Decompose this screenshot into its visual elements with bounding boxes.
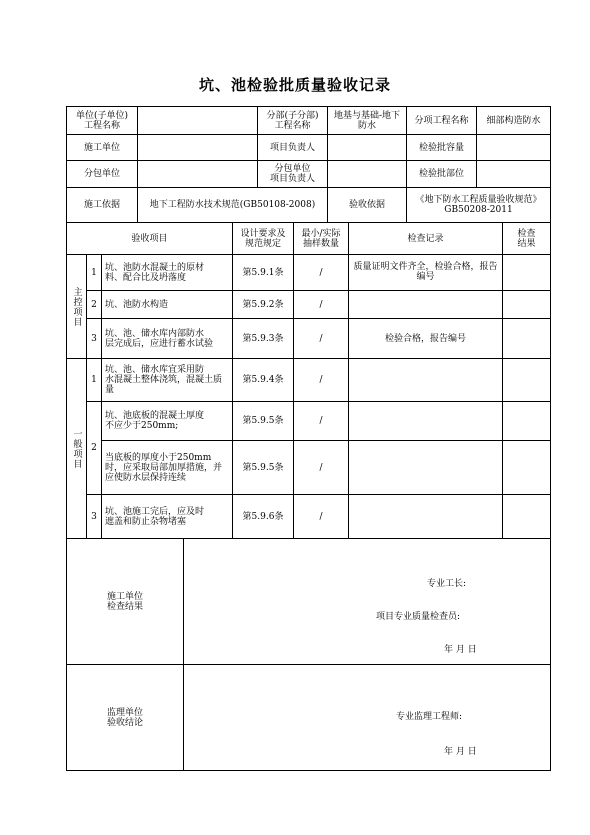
main-row-2-record[interactable]: [349, 291, 502, 318]
column-header-sample: 最小/实际 抽样数量: [301, 228, 341, 249]
column-header-result: 检查 结果: [517, 228, 536, 249]
unit-name-value[interactable]: [138, 107, 257, 134]
constructor-label: 施工单位: [83, 142, 120, 153]
main-row-3-no: 3: [91, 333, 97, 344]
division-name-label: 分部(子分部) 工程名称: [266, 110, 319, 131]
acceptance-basis-label: 验收依据: [348, 200, 385, 210]
column-header-item: 验收项目: [131, 233, 168, 244]
main-row-1-sample[interactable]: /: [319, 267, 323, 278]
general-section-label: [67, 359, 86, 538]
construction-result-label: 施工单位 检查结果: [106, 591, 143, 612]
general-row-2-no: 2: [91, 443, 97, 453]
main-row-2-sample[interactable]: /: [319, 299, 323, 310]
general-row-1-record[interactable]: [349, 359, 502, 401]
unit-name-label: 单位(子单位) 工程名称: [75, 110, 129, 131]
main-row-3-record[interactable]: 检验合格，报告编号: [384, 333, 466, 344]
general-row-2a-item: 坑、池底板的混凝土厚度 不应少于250mm;: [105, 411, 205, 431]
main-row-2-no: 2: [91, 299, 97, 310]
subitem-name-value[interactable]: 细部构造防水: [486, 115, 541, 126]
sub-project-manager-label: 分包单位 项目负责人: [269, 164, 315, 184]
general-row-3-spec: 第5.9.6条: [242, 511, 284, 522]
main-row-3-sample[interactable]: /: [319, 333, 323, 344]
supervision-date: 年 月 日: [444, 747, 477, 757]
supervision-engineer-signature-label: 专业监理工程师:: [396, 712, 463, 722]
supervision-result-label: 监理单位 验收结论: [106, 707, 143, 728]
general-row-1-spec: 第5.9.4条: [242, 375, 284, 385]
general-label-text: 一般项目: [71, 428, 82, 469]
main-row-1-spec: 第5.9.1条: [242, 267, 284, 278]
general-row-2b-item: 当底板的厚度小于250mm 时，应采取局部加厚措施，并 应使防水层保持连续: [105, 452, 223, 483]
division-name-value[interactable]: 地基与基础-地下 防水: [333, 110, 401, 131]
quality-inspector-signature-label: 项目专业质量检查员:: [376, 612, 461, 622]
main-control-section-label: [67, 255, 86, 358]
main-row-1-record[interactable]: 质量证明文件齐全，检验合格，报告 编号: [353, 262, 498, 282]
subitem-name-label: 分项工程名称: [414, 115, 469, 126]
general-row-2a-record[interactable]: [349, 402, 502, 440]
general-row-2a-spec: 第5.9.5条: [242, 416, 284, 426]
general-row-2b-result[interactable]: [503, 441, 550, 494]
main-row-1-item: 坑、池防水混凝土的原材 料、配合比及坍落度: [105, 262, 205, 283]
general-row-2b-sample[interactable]: /: [319, 462, 323, 473]
main-control-label-text: 主控项目: [71, 286, 82, 327]
subcontractor-value[interactable]: [138, 161, 257, 187]
batch-capacity-value[interactable]: [477, 135, 550, 160]
main-row-2-item: 坑、池防水构造: [105, 299, 169, 310]
acceptance-basis-value[interactable]: 《地下防水工程质量验收规范》 GB50208-2011: [415, 195, 542, 215]
general-row-3-result[interactable]: [503, 495, 550, 538]
column-header-spec: 设计要求及 规范规定: [240, 228, 286, 249]
general-row-2b-record[interactable]: [349, 441, 502, 494]
column-header-record: 检查记录: [407, 233, 444, 244]
project-manager-label: 项目负责人: [269, 142, 315, 153]
foreman-signature-label: 专业工长:: [427, 579, 467, 589]
main-row-2-spec: 第5.9.2条: [242, 299, 284, 310]
general-row-3-no: 3: [91, 511, 97, 522]
general-row-3-sample[interactable]: /: [319, 511, 323, 522]
main-row-2-result[interactable]: [503, 291, 550, 318]
construction-basis-value[interactable]: 地下工程防水技术规范(GB50108-2008): [149, 200, 316, 210]
construction-basis-label: 施工依据: [83, 200, 120, 210]
construction-date: 年 月 日: [444, 645, 477, 655]
subcontractor-label: 分包单位: [83, 169, 120, 179]
general-row-1-sample[interactable]: /: [319, 375, 323, 385]
constructor-value[interactable]: [138, 135, 257, 160]
project-manager-value[interactable]: [328, 135, 406, 160]
sub-project-manager-value[interactable]: [328, 161, 406, 187]
main-row-1-result[interactable]: [503, 255, 550, 290]
main-row-1-no: 1: [91, 267, 97, 278]
batch-location-value[interactable]: [477, 161, 550, 187]
main-row-3-item: 坑、池、储水库内部防水 层完成后，应进行蓄水试验: [105, 328, 214, 349]
general-row-3-item: 坑、池施工完后，应及时 遮盖和防止杂物堵塞: [105, 506, 205, 527]
main-row-3-spec: 第5.9.3条: [242, 333, 284, 344]
general-row-1-no: 1: [91, 375, 97, 385]
batch-location-label: 检验批部位: [418, 169, 464, 179]
page-title: 坑、池检验批质量验收记录: [198, 76, 391, 94]
main-row-3-result[interactable]: [503, 319, 550, 358]
batch-capacity-label: 检验批容量: [418, 142, 464, 153]
general-row-1-result[interactable]: [503, 359, 550, 401]
general-row-3-record[interactable]: [349, 495, 502, 538]
general-row-2a-result[interactable]: [503, 402, 550, 440]
general-row-1-item: 坑、池、储水库宜采用防 水混凝土整体浇筑，混凝土质 量: [105, 365, 223, 395]
general-row-2a-sample[interactable]: /: [319, 416, 323, 426]
general-row-2b-spec: 第5.9.5条: [242, 462, 284, 473]
